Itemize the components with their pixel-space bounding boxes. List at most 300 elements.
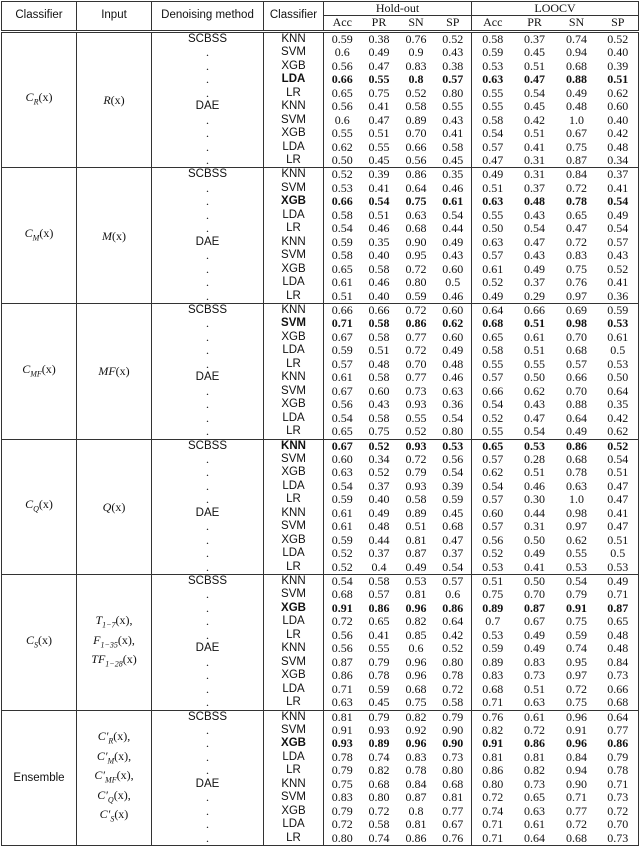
metric-value: 0.41 bbox=[514, 561, 556, 575]
metric-value: 0.67 bbox=[324, 439, 361, 453]
metric-value: 0.61 bbox=[514, 710, 556, 724]
metric-value: 0.45 bbox=[361, 154, 398, 168]
metric-value: 0.58 bbox=[472, 31, 514, 46]
math-rest: (x), bbox=[117, 632, 135, 647]
metric-value: 0.83 bbox=[405, 58, 427, 73]
classifier-name: LDA bbox=[264, 615, 324, 628]
block-classifier-label bbox=[2, 303, 77, 439]
denoising-method: SCBSS bbox=[152, 710, 264, 724]
metric-value: 0.55 bbox=[524, 356, 546, 371]
metric-value: 0.71 bbox=[472, 832, 514, 846]
header-denoising: Denoising method bbox=[152, 2, 264, 32]
metric-value: 0.47 bbox=[368, 112, 390, 127]
classifier-name: LR bbox=[264, 764, 324, 777]
metric-value: 0.58 bbox=[368, 261, 390, 276]
denoising-method: . bbox=[152, 154, 264, 168]
metric-value: 0.52 bbox=[368, 465, 390, 480]
metric-value: 0.40 bbox=[368, 248, 390, 263]
classifier-name: SVM bbox=[264, 656, 324, 669]
metric-value: 0.71 bbox=[324, 317, 361, 330]
metric-value: 0.58 bbox=[368, 370, 390, 385]
metric-value: 0.75 bbox=[556, 696, 598, 710]
metric-value: 0.45 bbox=[442, 505, 464, 520]
classifier-name: KNN bbox=[264, 439, 324, 453]
metric-value: 0.60 bbox=[442, 329, 464, 344]
metric-value: 0.63 bbox=[442, 383, 464, 398]
metric-value: 0.41 bbox=[598, 182, 639, 195]
metric-value: 0.49 bbox=[472, 168, 514, 182]
metric-value: 0.70 bbox=[598, 818, 639, 831]
classifier-name: SVM bbox=[264, 182, 324, 195]
denoising-method: . bbox=[152, 588, 264, 601]
metric-value: 0.70 bbox=[566, 329, 588, 344]
classifier-name: LR bbox=[264, 358, 324, 371]
metric-value: 0.76 bbox=[398, 31, 435, 46]
block-input bbox=[77, 303, 152, 439]
metric-value: 0.52 bbox=[435, 31, 472, 46]
metric-value: 0.56 bbox=[324, 100, 361, 113]
metric-value: 0.57 bbox=[472, 493, 514, 506]
denoising-method: DAE bbox=[152, 100, 264, 113]
math-rest: (x) bbox=[115, 364, 130, 379]
metric-value: 0.54 bbox=[524, 221, 546, 236]
metric-value: 0.64 bbox=[566, 410, 588, 425]
header-metric-pr: PR bbox=[361, 16, 398, 31]
math-base: T bbox=[95, 613, 103, 628]
classifier-name: SVM bbox=[264, 249, 324, 262]
metric-value: 0.49 bbox=[472, 290, 514, 304]
metric-value: 0.74 bbox=[361, 832, 398, 846]
classifier-name: LDA bbox=[264, 818, 324, 831]
metric-value: 0.54 bbox=[324, 575, 361, 589]
metric-value: 0.60 bbox=[472, 507, 514, 520]
metric-value: 0.84 bbox=[405, 776, 427, 791]
math-rest: (x) bbox=[38, 497, 53, 512]
metric-value: 0.72 bbox=[442, 681, 464, 696]
metric-value: 0.55 bbox=[368, 139, 390, 154]
classifier-name: LR bbox=[264, 629, 324, 642]
classifier-name: KNN bbox=[264, 100, 324, 113]
metric-value: 0.72 bbox=[566, 180, 588, 195]
metric-value: 0.47 bbox=[472, 154, 514, 168]
metric-value: 0.68 bbox=[598, 696, 639, 710]
math-label bbox=[24, 226, 54, 243]
metric-value: 0.49 bbox=[368, 45, 390, 60]
math-sub: S bbox=[34, 639, 38, 649]
metric-value: 0.75 bbox=[398, 696, 435, 710]
classifier-name: LR bbox=[264, 832, 324, 846]
input-line bbox=[77, 229, 151, 243]
metric-value: 0.93 bbox=[324, 737, 361, 750]
metric-value: 0.75 bbox=[361, 425, 398, 439]
metric-value: 0.70 bbox=[566, 383, 588, 398]
denoising-method: . bbox=[152, 818, 264, 831]
metric-value: 0.47 bbox=[566, 221, 588, 236]
metric-value: 0.48 bbox=[524, 194, 546, 209]
classifier-name: LDA bbox=[264, 412, 324, 425]
denoising-method: . bbox=[152, 534, 264, 547]
math-rest: (x), bbox=[116, 768, 134, 783]
metric-value: 0.43 bbox=[524, 248, 546, 263]
metric-value: 0.55 bbox=[324, 127, 361, 140]
metric-value: 0.51 bbox=[405, 519, 427, 534]
metric-value: 0.6 bbox=[324, 46, 361, 59]
metric-value: 0.68 bbox=[566, 58, 588, 73]
metric-value: 0.58 bbox=[368, 410, 390, 425]
metric-value: 0.79 bbox=[361, 710, 398, 724]
math-sub: S bbox=[110, 814, 115, 824]
metric-value: 0.93 bbox=[398, 439, 435, 453]
metric-value: 0.72 bbox=[405, 451, 427, 466]
metric-value: 0.40 bbox=[598, 46, 639, 59]
metric-value: 0.57 bbox=[472, 141, 514, 154]
metric-value: 0.77 bbox=[442, 803, 464, 818]
metric-value: 0.41 bbox=[368, 180, 390, 195]
metric-value: 0.56 bbox=[324, 398, 361, 411]
math-rest: (x) bbox=[112, 228, 126, 243]
denoising-method: . bbox=[152, 385, 264, 398]
metric-value: 0.72 bbox=[598, 805, 639, 818]
metric-value: 0.41 bbox=[598, 507, 639, 520]
metric-value: 0.45 bbox=[435, 154, 472, 168]
metric-value: 0.84 bbox=[598, 656, 639, 669]
metric-value: 0.43 bbox=[368, 397, 390, 412]
metric-value: 0.52 bbox=[324, 561, 361, 575]
metric-value: 0.78 bbox=[442, 668, 464, 683]
denoising-method: . bbox=[152, 615, 264, 628]
math-label bbox=[94, 768, 134, 785]
metric-value: 0.64 bbox=[472, 303, 514, 317]
metric-value: 0.74 bbox=[368, 749, 390, 764]
metric-value: 0.35 bbox=[435, 168, 472, 182]
metric-value: 0.54 bbox=[442, 207, 464, 222]
metric-value: 0.77 bbox=[405, 329, 427, 344]
metric-value: 0.58 bbox=[324, 209, 361, 222]
metric-value: 0.90 bbox=[442, 723, 464, 738]
metric-value: 0.81 bbox=[405, 587, 427, 602]
denoising-method: . bbox=[152, 683, 264, 696]
metric-value: 0.31 bbox=[514, 154, 556, 168]
metric-value: 0.87 bbox=[598, 602, 639, 615]
metric-value: 0.51 bbox=[524, 465, 546, 480]
metric-value: 0.59 bbox=[324, 344, 361, 357]
denoising-method: . bbox=[152, 141, 264, 154]
denoising-method: . bbox=[152, 493, 264, 506]
metric-value: 0.86 bbox=[398, 832, 435, 846]
classifier-name: LR bbox=[264, 696, 324, 710]
metric-value: 0.58 bbox=[324, 249, 361, 262]
math-base: C′ bbox=[99, 806, 111, 821]
metric-value: 0.53 bbox=[472, 561, 514, 575]
classifier-name: KNN bbox=[264, 778, 324, 791]
classifier-name: SVM bbox=[264, 588, 324, 601]
metric-value: 0.52 bbox=[598, 263, 639, 276]
metric-value: 0.5 bbox=[598, 344, 639, 357]
metric-value: 0.58 bbox=[368, 329, 390, 344]
metric-value: 0.39 bbox=[442, 478, 464, 493]
metric-value: 0.66 bbox=[514, 303, 556, 317]
classifier-name: SVM bbox=[264, 724, 324, 737]
metric-value: 0.56 bbox=[324, 642, 361, 655]
classifier-name: LDA bbox=[264, 683, 324, 696]
metric-value: 0.59 bbox=[472, 642, 514, 655]
metric-value: 0.72 bbox=[405, 261, 427, 276]
metric-value: 0.46 bbox=[368, 275, 390, 290]
metric-value: 0.49 bbox=[442, 234, 464, 249]
metric-value: 0.73 bbox=[442, 749, 464, 764]
metric-value: 0.82 bbox=[368, 763, 390, 778]
metric-value: 0.96 bbox=[405, 736, 427, 751]
denoising-method: . bbox=[152, 764, 264, 777]
metric-value: 0.52 bbox=[598, 439, 639, 453]
metric-value: 0.54 bbox=[556, 575, 598, 589]
metric-value: 0.44 bbox=[524, 505, 546, 520]
header-metric-pr: PR bbox=[514, 16, 556, 31]
math-base: TF bbox=[91, 651, 106, 666]
metric-value: 0.51 bbox=[524, 316, 546, 331]
classifier-name: KNN bbox=[264, 31, 324, 46]
table-row bbox=[2, 168, 639, 182]
metric-value: 0.31 bbox=[514, 168, 556, 182]
metric-value: 0.64 bbox=[442, 614, 464, 629]
metric-value: 0.62 bbox=[566, 532, 588, 547]
classifier-name: KNN bbox=[264, 575, 324, 589]
math-rest: (x) bbox=[114, 806, 129, 821]
metric-value: 0.39 bbox=[598, 60, 639, 73]
metric-value: 0.83 bbox=[405, 749, 427, 764]
classifier-name: LR bbox=[264, 87, 324, 100]
metric-value: 0.79 bbox=[324, 764, 361, 777]
metric-value: 0.43 bbox=[442, 45, 464, 60]
metric-value: 0.58 bbox=[368, 316, 390, 331]
math-base: C bbox=[25, 632, 34, 647]
header-classifier: Classifier bbox=[2, 2, 77, 32]
denoising-method: . bbox=[152, 317, 264, 330]
metric-value: 0.70 bbox=[405, 356, 427, 371]
metric-value: 0.60 bbox=[324, 453, 361, 466]
denoising-method: . bbox=[152, 331, 264, 344]
metric-value: 0.29 bbox=[514, 290, 556, 304]
metric-value: 0.65 bbox=[472, 331, 514, 344]
math-sub: 1−35 bbox=[100, 639, 118, 649]
metric-value: 0.49 bbox=[524, 261, 546, 276]
metric-value: 0.68 bbox=[566, 451, 588, 466]
metric-value: 0.48 bbox=[598, 642, 639, 655]
math-sub: R bbox=[108, 736, 114, 746]
metric-value: 0.53 bbox=[514, 439, 556, 453]
metric-value: 0.36 bbox=[598, 290, 639, 304]
metric-value: 0.79 bbox=[566, 587, 588, 602]
classifier-name: SVM bbox=[264, 46, 324, 59]
metric-value: 0.63 bbox=[405, 207, 427, 222]
classifier-name: LDA bbox=[264, 480, 324, 493]
denoising-method: . bbox=[152, 114, 264, 127]
classifier-name: LR bbox=[264, 154, 324, 168]
metric-value: 0.52 bbox=[324, 547, 361, 560]
metric-value: 0.87 bbox=[405, 790, 427, 805]
metric-value: 0.51 bbox=[368, 207, 390, 222]
math-sub: 1−7 bbox=[102, 620, 116, 630]
metric-value: 0.79 bbox=[598, 751, 639, 764]
metric-value: 0.89 bbox=[368, 736, 390, 751]
metric-value: 0.90 bbox=[566, 776, 588, 791]
metric-value: 0.54 bbox=[472, 480, 514, 493]
metric-value: 0.96 bbox=[405, 600, 427, 615]
metric-value: 0.53 bbox=[598, 358, 639, 371]
metric-value: 0.65 bbox=[368, 614, 390, 629]
metric-value: 0.79 bbox=[324, 805, 361, 818]
metric-value: 0.86 bbox=[472, 764, 514, 777]
metric-value: 0.66 bbox=[324, 73, 361, 86]
metric-value: 0.51 bbox=[524, 126, 546, 141]
math-sub: Q bbox=[33, 504, 39, 514]
denoising-method: . bbox=[152, 60, 264, 73]
metric-value: 0.74 bbox=[566, 641, 588, 656]
metric-value: 0.81 bbox=[472, 751, 514, 764]
classifier-name: XGB bbox=[264, 602, 324, 615]
classifier-name: SVM bbox=[264, 114, 324, 127]
classifier-name: KNN bbox=[264, 642, 324, 655]
denoising-method: . bbox=[152, 398, 264, 411]
metric-value: 0.85 bbox=[405, 627, 427, 642]
metric-value: 0.58 bbox=[368, 817, 390, 832]
metric-value: 0.77 bbox=[405, 370, 427, 385]
header-metric-acc: Acc bbox=[472, 16, 514, 31]
denoising-method: . bbox=[152, 656, 264, 669]
metric-value: 0.42 bbox=[442, 627, 464, 642]
denoising-method: . bbox=[152, 561, 264, 575]
metric-value: 0.72 bbox=[566, 234, 588, 249]
metric-value: 0.41 bbox=[524, 139, 546, 154]
metric-value: 0.76 bbox=[435, 832, 472, 846]
block-input bbox=[77, 439, 152, 575]
metric-value: 0.66 bbox=[598, 683, 639, 696]
metric-value: 0.47 bbox=[598, 520, 639, 533]
metric-value: 0.56 bbox=[472, 534, 514, 547]
metric-value: 0.51 bbox=[368, 126, 390, 141]
classifier-name: LDA bbox=[264, 751, 324, 764]
metric-value: 0.38 bbox=[361, 31, 398, 46]
metric-value: 0.55 bbox=[566, 546, 588, 561]
metric-value: 0.61 bbox=[524, 329, 546, 344]
metric-value: 0.86 bbox=[442, 600, 464, 615]
input-line bbox=[77, 749, 151, 768]
metric-value: 0.60 bbox=[435, 303, 472, 317]
denoising-method: . bbox=[152, 412, 264, 425]
block-input bbox=[77, 575, 152, 711]
metric-value: 0.52 bbox=[405, 85, 427, 100]
classifier-name: XGB bbox=[264, 737, 324, 750]
metric-value: 0.68 bbox=[405, 221, 427, 236]
denoising-method: DAE bbox=[152, 642, 264, 655]
math-rest: (x) bbox=[111, 499, 126, 514]
denoising-method: . bbox=[152, 195, 264, 208]
metric-value: 0.68 bbox=[566, 343, 588, 358]
metric-value: 0.72 bbox=[368, 803, 390, 818]
metric-value: 0.34 bbox=[598, 154, 639, 168]
metric-value: 0.37 bbox=[598, 168, 639, 182]
metric-value: 0.63 bbox=[472, 195, 514, 208]
math-label bbox=[99, 806, 129, 824]
metric-value: 0.51 bbox=[524, 343, 546, 358]
math-base: C′ bbox=[94, 768, 106, 783]
metric-value: 0.92 bbox=[405, 723, 427, 738]
metric-value: 0.94 bbox=[566, 763, 588, 778]
input-line bbox=[77, 807, 151, 826]
metric-value: 0.55 bbox=[405, 410, 427, 425]
metric-value: 0.86 bbox=[405, 316, 427, 331]
input-line bbox=[77, 652, 151, 671]
input-line bbox=[77, 788, 151, 807]
metric-value: 0.83 bbox=[472, 669, 514, 682]
metric-value: 0.67 bbox=[524, 614, 546, 629]
block-classifier-label bbox=[2, 575, 77, 711]
denoising-method: . bbox=[152, 127, 264, 140]
metric-value: 0.80 bbox=[435, 425, 472, 439]
metric-value: 0.52 bbox=[361, 439, 398, 453]
metric-value: 0.46 bbox=[442, 180, 464, 195]
math-rest: (x), bbox=[115, 613, 133, 628]
metric-value: 0.67 bbox=[442, 817, 464, 832]
math-rest: (x) bbox=[39, 226, 54, 240]
metric-value: 0.65 bbox=[566, 207, 588, 222]
math-sub: M bbox=[32, 233, 40, 243]
metric-value: 0.52 bbox=[472, 547, 514, 560]
metric-value: 0.57 bbox=[368, 587, 390, 602]
metric-value: 0.59 bbox=[566, 627, 588, 642]
metric-value: 0.57 bbox=[442, 72, 464, 87]
metric-value: 0.37 bbox=[514, 31, 556, 46]
metric-value: 0.52 bbox=[472, 276, 514, 289]
metric-value: 0.49 bbox=[524, 641, 546, 656]
math-base: MF bbox=[98, 364, 116, 379]
metric-value: 0.50 bbox=[524, 370, 546, 385]
metric-value: 0.54 bbox=[324, 480, 361, 493]
metric-value: 0.47 bbox=[598, 493, 639, 506]
metric-value: 0.35 bbox=[598, 398, 639, 411]
metric-value: 0.53 bbox=[556, 561, 598, 575]
denoising-method: . bbox=[152, 358, 264, 371]
metric-value: 0.79 bbox=[368, 654, 390, 669]
metric-value: 0.55 bbox=[368, 641, 390, 656]
metric-value: 0.87 bbox=[324, 656, 361, 669]
metric-value: 0.49 bbox=[598, 209, 639, 222]
results-table bbox=[1, 1, 639, 846]
metric-value: 0.36 bbox=[442, 397, 464, 412]
table-row bbox=[2, 710, 639, 724]
block-classifier-label bbox=[2, 168, 77, 304]
metric-value: 0.73 bbox=[598, 669, 639, 682]
metric-value: 1.0 bbox=[569, 112, 585, 127]
metric-value: 0.51 bbox=[598, 466, 639, 479]
metric-value: 0.82 bbox=[405, 614, 427, 629]
denoising-method: SCBSS bbox=[152, 575, 264, 589]
denoising-method: DAE bbox=[152, 507, 264, 520]
denoising-method: . bbox=[152, 724, 264, 737]
metric-value: 0.7 bbox=[472, 615, 514, 628]
denoising-method: . bbox=[152, 222, 264, 235]
metric-value: 0.65 bbox=[472, 439, 514, 453]
classifier-name: KNN bbox=[264, 168, 324, 182]
metric-value: 0.81 bbox=[405, 817, 427, 832]
metric-value: 0.53 bbox=[472, 629, 514, 642]
math-rest: (x) bbox=[41, 361, 56, 376]
metric-value: 0.8 bbox=[408, 803, 424, 818]
metric-value: 0.98 bbox=[566, 316, 588, 331]
metric-value: 0.47 bbox=[524, 72, 546, 87]
metric-value: 0.42 bbox=[598, 412, 639, 425]
metric-value: 0.54 bbox=[472, 398, 514, 411]
